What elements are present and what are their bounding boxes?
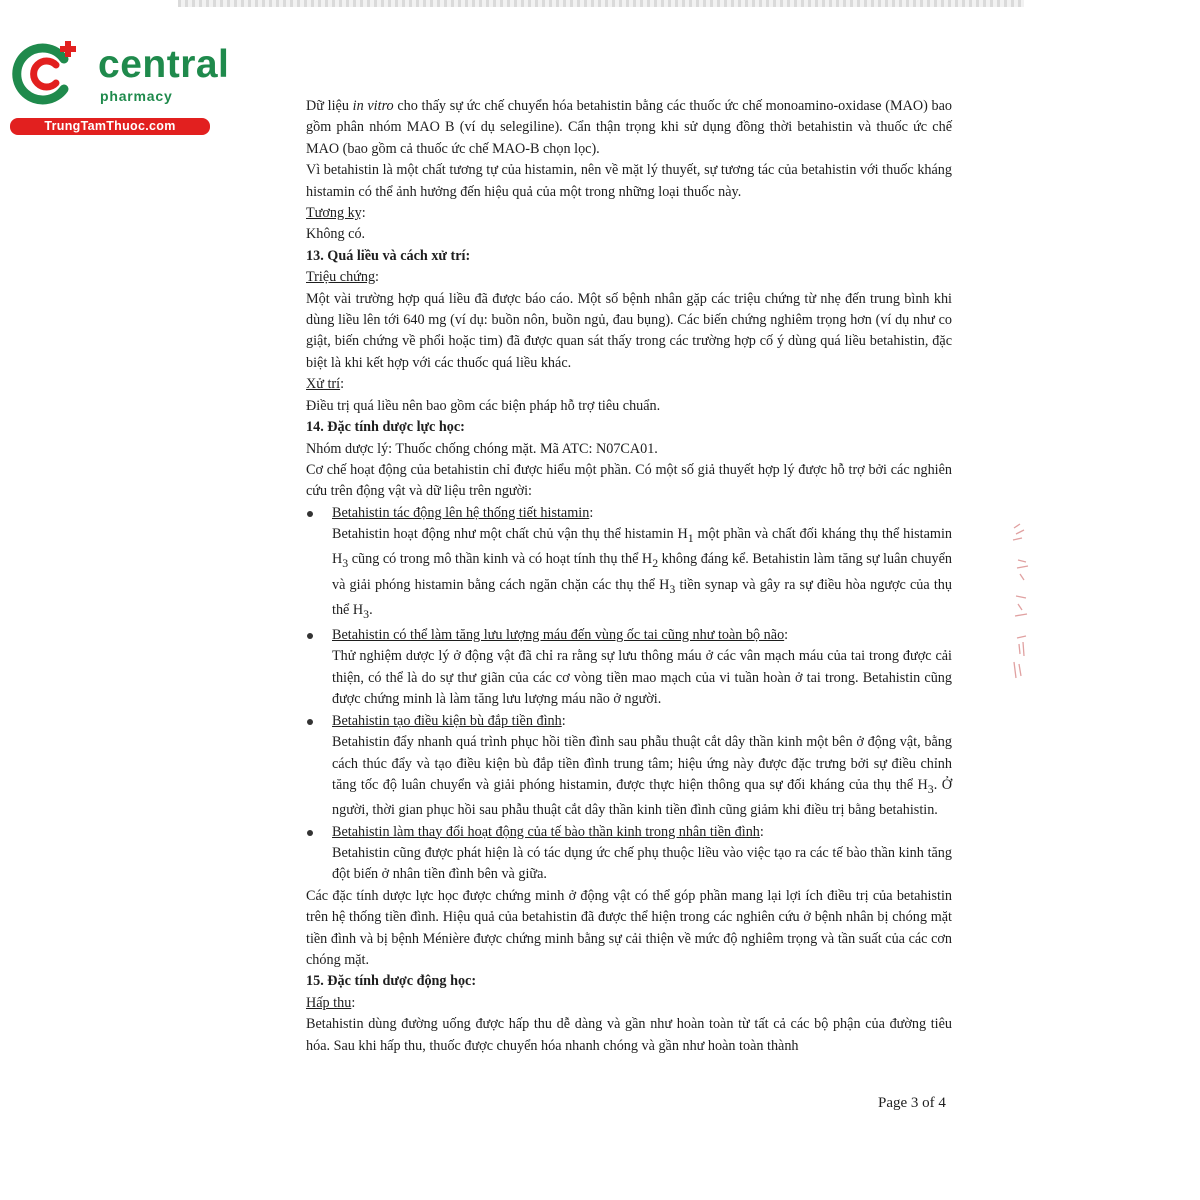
central-pharmacy-logo[interactable] [10, 38, 230, 138]
bullet-icon [307, 633, 313, 639]
margin-stamp-icon [1008, 520, 1044, 680]
label-trieu-chung: Triệu chứng: [306, 269, 379, 286]
bullet-item-bu-dap-tien-dinh [306, 711, 952, 822]
brand-site-badge: TrungTamThuoc.com [10, 118, 210, 135]
bullet-body: Betahistin đẩy nhanh quá trình phục hồi tiền đình sau phẫu thuật cắt dây thần kinh một bên ở động vật, bằng cách thúc đẩy và tạo điều kiện bù đắp tiền đình trung tâm; hiệu ứng này được đặc trưng bởi sự điều chỉnh tăng tốc độ luân chuyển và giải phóng histamin, được thực hiện thông qua sự đối kháng của thụ thể $H_3$. Ở người, thời gian phục hồi sau phẫu thuật cắt dây thần kinh tiền đình cũng giảm khi điều trị bằng betahistin. [332, 734, 952, 819]
heading-section-14: 14. Đặc tính dược lực học: [306, 419, 465, 436]
bullet-item-histamin [306, 503, 952, 625]
bullet-item-te-bao-than-kinh [306, 822, 952, 886]
paragraph-loi-ich: Các đặc tính dược lực học được chứng minh ở động vật có thể góp phần mang lại lợi ích điều trị của betahistin trên hệ thống tiền đình. Hiệu quả của betahistin đã được thể hiện trong các nghiên cứu ở bệnh nhân bị chóng mặt tiền đình và bị bệnh Ménière được chứng minh bằng sự cải thiện về mức độ nghiêm trọng và tần suất của các cơn chóng mặt. [306, 887, 952, 968]
brand-name: central [98, 43, 230, 86]
bullet-icon [307, 830, 313, 836]
bullet-icon [307, 719, 313, 725]
paragraph-mao: Dữ liệu in vitro cho thấy sự ức chế chuyển hóa betahistin bằng các thuốc ức chế monoamino-oxidase (MAO) bao gồm phân nhóm MAO B (ví dụ selegiline). Cẩn thận trọng khi sử dụng đồng thời betahistin và thuốc ức chế MAO (bao gồm cả thuốc ức chế MAO-B chọn lọc). [306, 98, 952, 157]
page-number: Page 3 of 4 [878, 1095, 946, 1111]
label-hap-thu: Hấp thu: [306, 994, 356, 1011]
text-xu-tri: Điều trị quá liều nên bao gồm các biện pháp hỗ trợ tiêu chuẩn. [306, 397, 661, 414]
text-nhom-duoc-ly: Nhóm dược lý: Thuốc chống chóng mặt. Mã ATC: N07CA01. [306, 440, 658, 457]
logo-mark-icon [10, 38, 90, 110]
label-xu-tri: Xử trí: [306, 376, 345, 393]
bullet-body: Thử nghiệm dược lý ở động vật đã chỉ ra rằng sự lưu thông máu ở các vân mạch máu của tai trong được cải thiện, có thể là do sự thư giãn của các cơ vòng tiền mao mạch của vi tuần hoàn ở tai trong. Betahistin cũng được chứng minh là làm tăng lưu lượng máu não ở người. [332, 648, 952, 708]
heading-section-15: 15. Đặc tính dược động học: [306, 973, 477, 990]
paragraph-antihistamine: Vì betahistin là một chất tương tự của histamin, nên về mặt lý thuyết, sự tương tác của betahistin với thuốc kháng histamin có thể ảnh hưởng đến hiệu quả của một trong những loại thuốc này. [306, 162, 952, 200]
text-hap-thu: Betahistin dùng đường uống được hấp thu dễ dàng và gần như hoàn toàn từ tất cả các bộ phận của đường tiêu hóa. Sau khi hấp thu, thuốc được chuyển hóa nhanh chóng và gần như hoàn toàn thành [306, 1016, 952, 1054]
text-trieu-chung: Một vài trường hợp quá liều đã được báo cáo. Một số bệnh nhân gặp các triệu chứng từ nhẹ đến trung bình khi dùng liều lên tới 640 mg (ví dụ: buồn nôn, buồn ngủ, đau bụng). Các biến chứng nghiêm trọng hơn (ví dụ như co giật, biến chứng về phổi hoặc tim) đã được quan sát thấy trong các trường hợp cố ý dùng quá liều betahistin, đặc biệt là khi kết hợp với các thuốc quá liều khác. [306, 290, 952, 371]
scan-top-edge [178, 0, 1024, 7]
bullet-title: Betahistin làm thay đổi hoạt động của tế bào thần kinh trong nhân tiền đình: [332, 823, 764, 840]
text-co-che: Cơ chế hoạt động của betahistin chỉ được hiểu một phần. Có một số giả thuyết hợp lý được hỗ trợ bởi các nghiên cứu trên động vật và dữ liệu trên người: [306, 461, 952, 500]
brand-subtitle: pharmacy [100, 88, 173, 104]
document-body [306, 96, 952, 1057]
label-tuong-ky: Tương kỵ: [306, 205, 366, 222]
bullet-body: Betahistin cũng được phát hiện là có tác dụng ức chế phụ thuộc liều vào việc tạo ra các tế bào thần kinh tăng đột biến ở nhân tiền đình bên và giữa. [332, 844, 952, 883]
bullet-title: Betahistin tạo điều kiện bù đắp tiền đình: [332, 712, 566, 729]
bullet-title: Betahistin tác động lên hệ thống tiết histamin: [332, 504, 594, 521]
bullet-item-luu-luong-mau [306, 625, 952, 711]
bullet-title: Betahistin có thể làm tăng lưu lượng máu đến vùng ốc tai cũng như toàn bộ não: [332, 627, 789, 644]
bullet-body: Betahistin hoạt động như một chất chủ vận thụ thể histamin $H_1$ một phần và chất đối kháng thụ thể histamin $H_3$ cũng có trong mô thần kinh và có hoạt tính thụ thể $H_2$ không đáng kể. Betahistin làm tăng sự luân chuyển và giải phóng histamin bằng cách ngăn chặn các thụ thể $H_3$ tiền synap và gây ra sự điều hòa ngược của thụ thể $H_3$. [332, 526, 953, 621]
text-tuong-ky: Không có. [306, 226, 366, 243]
heading-section-13: 13. Quá liều và cách xử trí: [306, 247, 471, 264]
bullet-icon [307, 511, 313, 517]
